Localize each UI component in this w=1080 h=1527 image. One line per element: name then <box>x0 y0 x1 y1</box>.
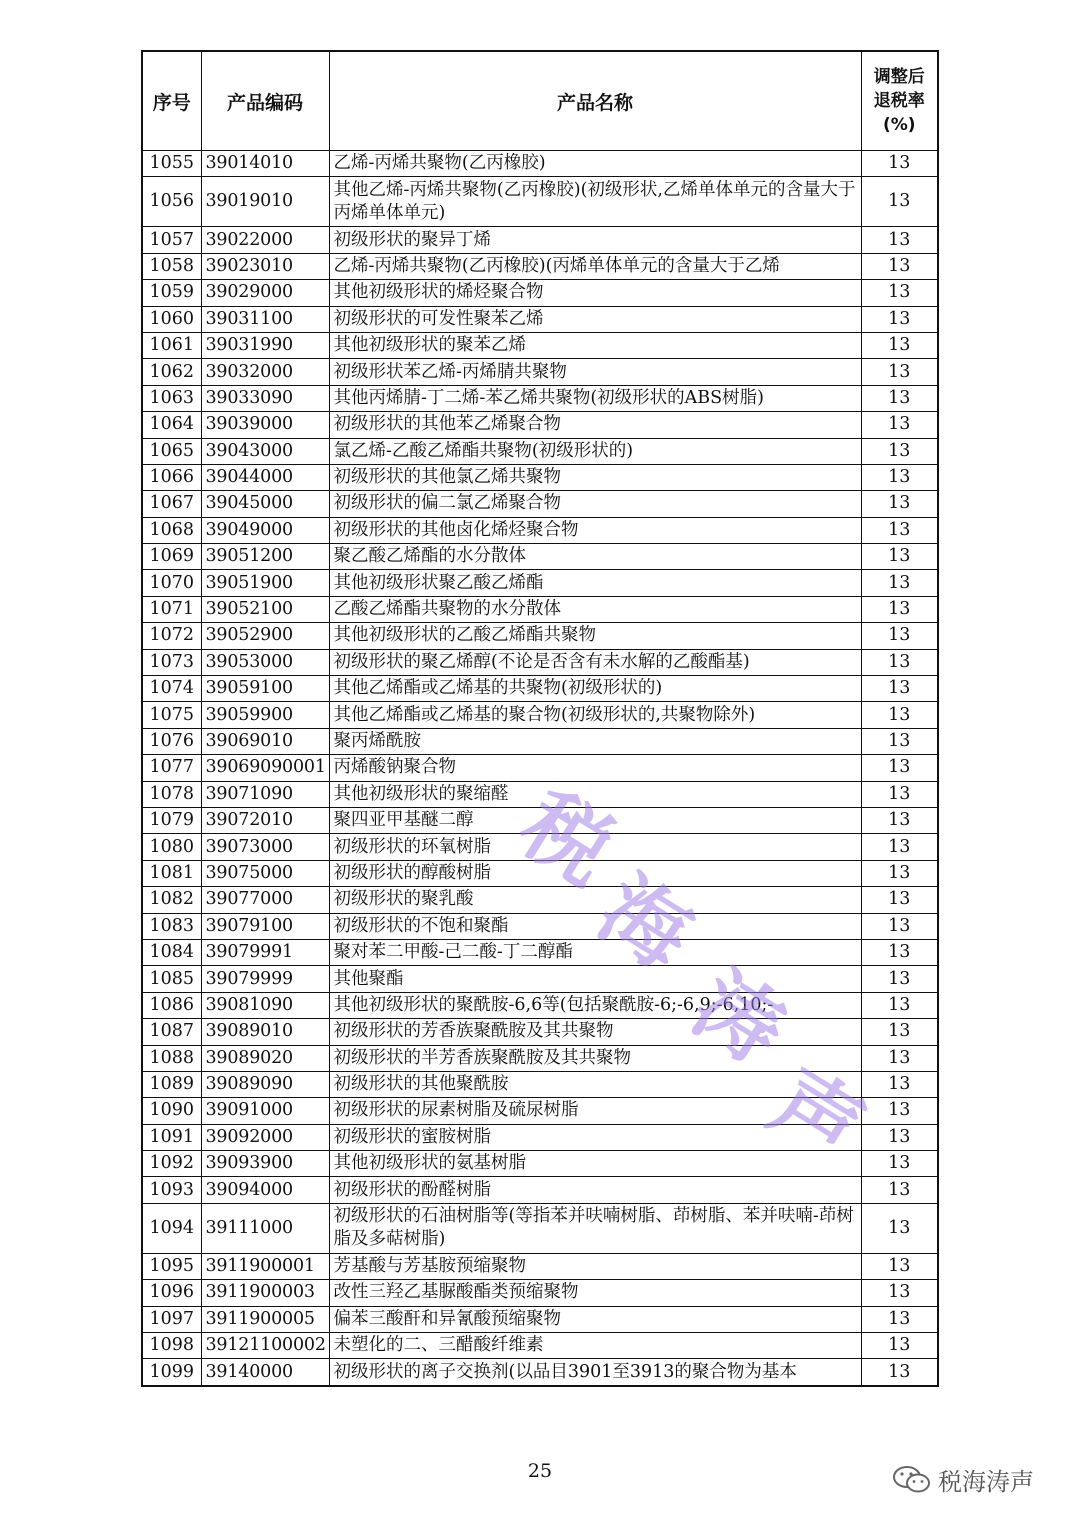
table-row <box>142 1177 938 1203</box>
cell-name: 初级形状的芳香族聚酰胺及其共聚物 <box>329 1019 861 1045</box>
header-code: 产品编码 <box>201 51 329 151</box>
cell-name: 其他聚酯 <box>329 966 861 992</box>
cell-seq: 1056 <box>142 177 201 227</box>
table-row <box>142 570 938 596</box>
cell-code: 39072010 <box>201 807 329 833</box>
cell-name: 初级形状的石油树脂等(等指苯并呋喃树脂、茚树脂、苯并呋喃-茚树脂及多萜树脂) <box>329 1203 861 1253</box>
table-row <box>142 676 938 702</box>
cell-name: 乙烯-丙烯共聚物(乙丙橡胶) <box>329 151 861 177</box>
cell-seq: 1080 <box>142 834 201 860</box>
cell-seq: 1085 <box>142 966 201 992</box>
cell-rate: 13 <box>861 1203 938 1253</box>
cell-name: 其他乙烯酯或乙烯基的共聚物(初级形状的) <box>329 676 861 702</box>
cell-name: 未塑化的二、三醋酸纤维素 <box>329 1333 861 1359</box>
cell-rate: 13 <box>861 438 938 464</box>
table-row <box>142 177 938 227</box>
cell-code: 39019010 <box>201 177 329 227</box>
cell-seq: 1081 <box>142 860 201 886</box>
cell-name: 初级形状的可发性聚苯乙烯 <box>329 306 861 332</box>
cell-seq: 1089 <box>142 1071 201 1097</box>
watermark-char: 涛 <box>675 953 802 1084</box>
cell-name: 其他初级形状的聚苯乙烯 <box>329 332 861 358</box>
cell-seq: 1094 <box>142 1203 201 1253</box>
cell-rate: 13 <box>861 702 938 728</box>
table-row <box>142 227 938 253</box>
cell-code: 39052100 <box>201 596 329 622</box>
cell-name: 乙烯-丙烯共聚物(乙丙橡胶)(丙烯单体单元的含量大于乙烯 <box>329 253 861 279</box>
cell-seq: 1070 <box>142 570 201 596</box>
cell-seq: 1087 <box>142 1019 201 1045</box>
cell-code: 39033090 <box>201 385 329 411</box>
cell-code: 3911900003 <box>201 1280 329 1306</box>
table-row <box>142 623 938 649</box>
cell-seq: 1071 <box>142 596 201 622</box>
cell-rate: 13 <box>861 1071 938 1097</box>
cell-rate: 13 <box>861 939 938 965</box>
cell-name: 其他初级形状的聚缩醛 <box>329 781 861 807</box>
table-row <box>142 1151 938 1177</box>
cell-name: 聚丙烯酰胺 <box>329 728 861 754</box>
cell-code: 39029000 <box>201 280 329 306</box>
cell-rate: 13 <box>861 1045 938 1071</box>
cell-name: 初级形状的离子交换剂(以品目3901至3913的聚合物为基本 <box>329 1359 861 1386</box>
cell-code: 39031990 <box>201 332 329 358</box>
table-row <box>142 438 938 464</box>
table-row <box>142 151 938 177</box>
cell-seq: 1065 <box>142 438 201 464</box>
cell-rate: 13 <box>861 834 938 860</box>
cell-rate: 13 <box>861 728 938 754</box>
cell-rate: 13 <box>861 649 938 675</box>
cell-code: 39089010 <box>201 1019 329 1045</box>
watermark-char: 声 <box>753 1051 880 1182</box>
cell-code: 39044000 <box>201 464 329 490</box>
cell-seq: 1076 <box>142 728 201 754</box>
cell-seq: 1078 <box>142 781 201 807</box>
cell-rate: 13 <box>861 807 938 833</box>
cell-code: 39022000 <box>201 227 329 253</box>
table-row <box>142 887 938 913</box>
cell-name: 乙酸乙烯酯共聚物的水分散体 <box>329 596 861 622</box>
cell-code: 39031100 <box>201 306 329 332</box>
cell-rate: 13 <box>861 1306 938 1332</box>
table-row <box>142 966 938 992</box>
cell-rate: 13 <box>861 1151 938 1177</box>
table-row <box>142 280 938 306</box>
header-rate-line3: (%) <box>882 115 916 135</box>
brand-badge <box>892 1462 1034 1497</box>
cell-code: 39089090 <box>201 1071 329 1097</box>
cell-seq: 1066 <box>142 464 201 490</box>
cell-name: 初级形状的其他氯乙烯共聚物 <box>329 464 861 490</box>
table-row <box>142 1359 938 1386</box>
table-row <box>142 544 938 570</box>
cell-code: 39069090001 <box>201 755 329 781</box>
header-rate-line1: 调整后 <box>873 67 925 87</box>
cell-rate: 13 <box>861 623 938 649</box>
cell-rate: 13 <box>861 1019 938 1045</box>
cell-code: 39043000 <box>201 438 329 464</box>
table-row <box>142 728 938 754</box>
table-row <box>142 649 938 675</box>
table-row <box>142 913 938 939</box>
cell-rate: 13 <box>861 860 938 886</box>
header-rate-line2: 退税率 <box>873 91 925 111</box>
table-row <box>142 491 938 517</box>
cell-seq: 1092 <box>142 1151 201 1177</box>
table-row <box>142 1124 938 1150</box>
watermark-char: 海 <box>581 858 708 989</box>
cell-rate: 13 <box>861 306 938 332</box>
cell-name: 初级形状苯乙烯-丙烯腈共聚物 <box>329 359 861 385</box>
cell-rate: 13 <box>861 1253 938 1279</box>
cell-rate: 13 <box>861 253 938 279</box>
table-row <box>142 464 938 490</box>
cell-seq: 1057 <box>142 227 201 253</box>
cell-seq: 1055 <box>142 151 201 177</box>
cell-seq: 1079 <box>142 807 201 833</box>
cell-name: 氯乙烯-乙酸乙烯酯共聚物(初级形状的) <box>329 438 861 464</box>
cell-rate: 13 <box>861 755 938 781</box>
cell-rate: 13 <box>861 1124 938 1150</box>
cell-code: 39094000 <box>201 1177 329 1203</box>
cell-name: 聚对苯二甲酸-己二酸-丁二醇酯 <box>329 939 861 965</box>
page-number: 25 <box>527 1460 553 1482</box>
table-row <box>142 517 938 543</box>
cell-code: 39093900 <box>201 1151 329 1177</box>
cell-name: 初级形状的酚醛树脂 <box>329 1177 861 1203</box>
cell-code: 39079991 <box>201 939 329 965</box>
cell-seq: 1069 <box>142 544 201 570</box>
cell-name: 初级形状的醇酸树脂 <box>329 860 861 886</box>
table-row <box>142 860 938 886</box>
cell-name: 初级形状的其他苯乙烯聚合物 <box>329 412 861 438</box>
cell-code: 39121100002 <box>201 1333 329 1359</box>
rebate-rate-table <box>141 50 939 1387</box>
cell-code: 39079100 <box>201 913 329 939</box>
cell-name: 其他初级形状的聚酰胺-6,6等(包括聚酰胺-6;-6,9;-6,10;- <box>329 992 861 1018</box>
cell-seq: 1072 <box>142 623 201 649</box>
cell-rate: 13 <box>861 1333 938 1359</box>
cell-code: 39059100 <box>201 676 329 702</box>
table-row <box>142 755 938 781</box>
cell-seq: 1097 <box>142 1306 201 1332</box>
cell-rate: 13 <box>861 517 938 543</box>
table-row <box>142 1280 938 1306</box>
cell-rate: 13 <box>861 491 938 517</box>
cell-rate: 13 <box>861 464 938 490</box>
cell-code: 39073000 <box>201 834 329 860</box>
cell-seq: 1093 <box>142 1177 201 1203</box>
cell-code: 39089020 <box>201 1045 329 1071</box>
cell-seq: 1090 <box>142 1098 201 1124</box>
cell-rate: 13 <box>861 913 938 939</box>
cell-name: 初级形状的半芳香族聚酰胺及其共聚物 <box>329 1045 861 1071</box>
table-row <box>142 1253 938 1279</box>
cell-rate: 13 <box>861 544 938 570</box>
table-row <box>142 781 938 807</box>
table-row <box>142 807 938 833</box>
cell-code: 39039000 <box>201 412 329 438</box>
brand-name: 税海涛声 <box>938 1468 1034 1496</box>
cell-name: 初级形状的其他聚酰胺 <box>329 1071 861 1097</box>
cell-name: 初级形状的环氧树脂 <box>329 834 861 860</box>
table-row <box>142 834 938 860</box>
cell-name: 其他丙烯腈-丁二烯-苯乙烯共聚物(初级形状的ABS树脂) <box>329 385 861 411</box>
table-row <box>142 1098 938 1124</box>
cell-code: 39081090 <box>201 992 329 1018</box>
cell-code: 39071090 <box>201 781 329 807</box>
table-row <box>142 596 938 622</box>
cell-rate: 13 <box>861 676 938 702</box>
cell-name: 初级形状的不饱和聚酯 <box>329 913 861 939</box>
cell-seq: 1082 <box>142 887 201 913</box>
cell-seq: 1091 <box>142 1124 201 1150</box>
cell-code: 39052900 <box>201 623 329 649</box>
table-row <box>142 1306 938 1332</box>
cell-rate: 13 <box>861 570 938 596</box>
cell-seq: 1075 <box>142 702 201 728</box>
cell-name: 丙烯酸钠聚合物 <box>329 755 861 781</box>
cell-rate: 13 <box>861 596 938 622</box>
table-row <box>142 412 938 438</box>
cell-rate: 13 <box>861 887 938 913</box>
cell-name: 初级形状的聚异丁烯 <box>329 227 861 253</box>
cell-seq: 1098 <box>142 1333 201 1359</box>
cell-seq: 1061 <box>142 332 201 358</box>
table-row <box>142 1019 938 1045</box>
cell-code: 39092000 <box>201 1124 329 1150</box>
table-row <box>142 1203 938 1253</box>
table-row <box>142 253 938 279</box>
cell-name: 聚四亚甲基醚二醇 <box>329 807 861 833</box>
cell-name: 初级形状的偏二氯乙烯聚合物 <box>329 491 861 517</box>
table-row <box>142 359 938 385</box>
cell-code: 39075000 <box>201 860 329 886</box>
cell-code: 3911900001 <box>201 1253 329 1279</box>
cell-name: 其他乙烯-丙烯共聚物(乙丙橡胶)(初级形状,乙烯单体单元的含量大于丙烯单体单元) <box>329 177 861 227</box>
cell-code: 39014010 <box>201 151 329 177</box>
cell-code: 3911900005 <box>201 1306 329 1332</box>
cell-seq: 1067 <box>142 491 201 517</box>
cell-seq: 1083 <box>142 913 201 939</box>
table-row <box>142 939 938 965</box>
table-header-row <box>142 51 938 151</box>
cell-name: 初级形状的聚乙烯醇(不论是否含有未水解的乙酸酯基) <box>329 649 861 675</box>
header-name: 产品名称 <box>329 51 861 151</box>
cell-name: 其他初级形状的乙酸乙烯酯共聚物 <box>329 623 861 649</box>
cell-rate: 13 <box>861 781 938 807</box>
cell-rate: 13 <box>861 332 938 358</box>
cell-code: 39051900 <box>201 570 329 596</box>
table-row <box>142 702 938 728</box>
cell-rate: 13 <box>861 1098 938 1124</box>
cell-rate: 13 <box>861 385 938 411</box>
table-row <box>142 1045 938 1071</box>
cell-code: 39053000 <box>201 649 329 675</box>
table-row <box>142 1071 938 1097</box>
cell-name: 其他初级形状的氨基树脂 <box>329 1151 861 1177</box>
cell-seq: 1073 <box>142 649 201 675</box>
cell-rate: 13 <box>861 966 938 992</box>
cell-name: 初级形状的蜜胺树脂 <box>329 1124 861 1150</box>
cell-seq: 1060 <box>142 306 201 332</box>
cell-code: 39023010 <box>201 253 329 279</box>
cell-code: 39045000 <box>201 491 329 517</box>
cell-code: 39111000 <box>201 1203 329 1253</box>
cell-rate: 13 <box>861 1280 938 1306</box>
cell-code: 39049000 <box>201 517 329 543</box>
cell-code: 39059900 <box>201 702 329 728</box>
cell-code: 39051200 <box>201 544 329 570</box>
cell-code: 39032000 <box>201 359 329 385</box>
cell-seq: 1063 <box>142 385 201 411</box>
cell-seq: 1062 <box>142 359 201 385</box>
header-seq: 序号 <box>142 51 201 151</box>
cell-seq: 1064 <box>142 412 201 438</box>
cell-name: 聚乙酸乙烯酯的水分散体 <box>329 544 861 570</box>
cell-rate: 13 <box>861 280 938 306</box>
cell-name: 其他乙烯酯或乙烯基的聚合物(初级形状的,共聚物除外) <box>329 702 861 728</box>
cell-rate: 13 <box>861 177 938 227</box>
table-row <box>142 385 938 411</box>
cell-code: 39077000 <box>201 887 329 913</box>
cell-seq: 1074 <box>142 676 201 702</box>
cell-seq: 1088 <box>142 1045 201 1071</box>
cell-rate: 13 <box>861 227 938 253</box>
table-row <box>142 1333 938 1359</box>
table-row <box>142 992 938 1018</box>
cell-seq: 1095 <box>142 1253 201 1279</box>
watermark-char: 税 <box>503 773 630 904</box>
wechat-icon <box>892 1464 932 1496</box>
cell-name: 初级形状的其他卤化烯烃聚合物 <box>329 517 861 543</box>
cell-name: 初级形状的聚乳酸 <box>329 887 861 913</box>
cell-code: 39140000 <box>201 1359 329 1386</box>
cell-code: 39069010 <box>201 728 329 754</box>
cell-seq: 1084 <box>142 939 201 965</box>
cell-name: 芳基酸与芳基胺预缩聚物 <box>329 1253 861 1279</box>
cell-seq: 1058 <box>142 253 201 279</box>
cell-name: 偏苯三酸酐和异氰酸预缩聚物 <box>329 1306 861 1332</box>
cell-name: 初级形状的尿素树脂及硫尿树脂 <box>329 1098 861 1124</box>
cell-code: 39091000 <box>201 1098 329 1124</box>
cell-rate: 13 <box>861 1177 938 1203</box>
cell-seq: 1099 <box>142 1359 201 1386</box>
cell-seq: 1068 <box>142 517 201 543</box>
cell-name: 改性三羟乙基脲酸酯类预缩聚物 <box>329 1280 861 1306</box>
cell-seq: 1096 <box>142 1280 201 1306</box>
cell-rate: 13 <box>861 1359 938 1386</box>
cell-code: 39079999 <box>201 966 329 992</box>
cell-rate: 13 <box>861 359 938 385</box>
cell-rate: 13 <box>861 412 938 438</box>
cell-seq: 1077 <box>142 755 201 781</box>
table-row <box>142 306 938 332</box>
cell-seq: 1059 <box>142 280 201 306</box>
cell-seq: 1086 <box>142 992 201 1018</box>
header-rate <box>861 51 938 151</box>
cell-name: 其他初级形状的烯烃聚合物 <box>329 280 861 306</box>
table-row <box>142 332 938 358</box>
cell-name: 其他初级形状聚乙酸乙烯酯 <box>329 570 861 596</box>
cell-rate: 13 <box>861 151 938 177</box>
cell-rate: 13 <box>861 992 938 1018</box>
